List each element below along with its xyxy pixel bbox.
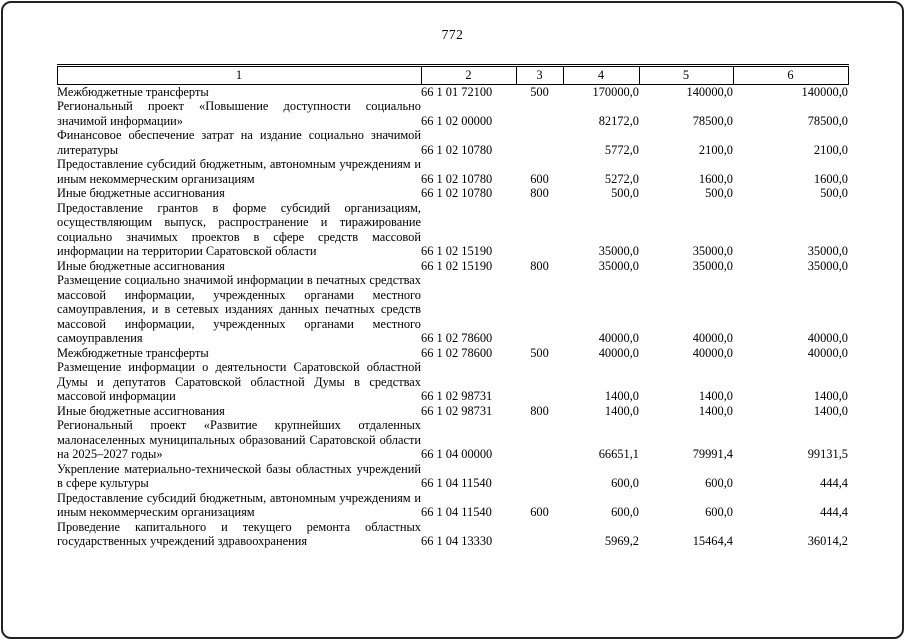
row-amount-3: 78500,0 [807, 113, 848, 128]
row-title: Иные бюджетные ассигнования [57, 258, 225, 273]
row-title: Иные бюджетные ассигнования [57, 186, 225, 200]
row-vr-code: 600 [530, 171, 549, 186]
row-code: 66 1 04 11540 [421, 476, 492, 490]
row-amount-3: 1400,0 [813, 389, 848, 403]
row-amount-3: 35000,0 [807, 244, 848, 258]
row-title: Проведение капитального и текущего ремонта областных государственных учреждений здравоохранения [57, 519, 421, 548]
page-number: 772 [441, 27, 464, 42]
budget-table [57, 64, 849, 549]
row-amount-1: 5772,0 [604, 142, 639, 157]
table-row [57, 273, 848, 346]
table-body [57, 84, 848, 549]
row-amount-1: 600,0 [611, 476, 639, 490]
row-amount-2: 40000,0 [692, 345, 733, 360]
column-header-4: 4 [563, 66, 639, 85]
row-title: Иные бюджетные ассигнования [57, 403, 225, 418]
table-row [57, 186, 848, 201]
row-amount-1: 1400,0 [604, 403, 639, 418]
row-title: Укрепление материально-технической базы областных учреждений в сфере культуры [57, 461, 421, 490]
row-title: Межбюджетные трансферты [57, 345, 209, 360]
row-amount-2: 79991,4 [692, 447, 733, 461]
row-amount-1: 170000,0 [592, 84, 639, 99]
row-amount-2: 600,0 [705, 505, 733, 519]
table-row [57, 491, 848, 520]
table-row [57, 404, 848, 419]
row-amount-2: 2100,0 [698, 142, 733, 157]
row-code: 66 1 02 98731 [421, 389, 493, 403]
row-amount-2: 1600,0 [698, 171, 733, 186]
table-row [57, 201, 848, 259]
row-vr-code [516, 360, 563, 404]
row-amount-3: 40000,0 [807, 331, 848, 345]
row-vr-code [516, 520, 563, 549]
row-amount-3: 35000,0 [807, 258, 848, 273]
row-amount-1: 40000,0 [598, 345, 639, 360]
row-amount-1: 600,0 [611, 505, 639, 519]
table-row [57, 128, 848, 157]
column-header-1: 1 [57, 66, 421, 85]
row-title: Межбюджетные трансферты [57, 84, 209, 99]
table-header-row [57, 66, 848, 85]
row-amount-1: 500,0 [611, 186, 639, 200]
row-code: 66 1 02 10780 [421, 171, 493, 186]
row-amount-3: 99131,5 [807, 447, 848, 461]
row-code: 66 1 04 13330 [421, 534, 493, 548]
row-amount-1: 40000,0 [598, 331, 639, 345]
row-amount-1: 82172,0 [598, 113, 639, 128]
row-title: Предоставление субсидий бюджетным, автономным учреждениям и иным некоммерческим организациям [57, 490, 421, 519]
row-amount-2: 78500,0 [692, 113, 733, 128]
row-amount-1: 35000,0 [598, 244, 639, 258]
row-amount-3: 36014,2 [807, 534, 848, 548]
column-header-3: 3 [516, 66, 563, 85]
table-row [57, 462, 848, 491]
row-amount-3: 1400,0 [813, 403, 848, 418]
row-vr-code: 800 [530, 186, 549, 200]
row-code: 66 1 02 78600 [421, 345, 493, 360]
row-amount-2: 1400,0 [698, 389, 733, 403]
row-amount-2: 15464,4 [692, 534, 733, 548]
row-title: Финансовое обеспечение затрат на издание социально значимой литературы [57, 128, 421, 157]
row-amount-3: 2100,0 [813, 142, 848, 157]
row-amount-2: 40000,0 [692, 331, 733, 345]
row-amount-2: 35000,0 [692, 244, 733, 258]
row-code: 66 1 02 78600 [421, 331, 493, 345]
row-vr-code [516, 462, 563, 491]
row-amount-1: 66651,1 [598, 447, 639, 461]
row-amount-3: 444,4 [820, 505, 848, 519]
row-amount-1: 35000,0 [598, 258, 639, 273]
table-row [57, 259, 848, 274]
row-title: Предоставление грантов в форме субсидий организациям, осуществляющим выпуск, распространение и тиражирование социально значимых проектов в сфере средств массовой информации на территории Саратовской области [57, 200, 421, 258]
table-row [57, 84, 848, 99]
table-row [57, 346, 848, 361]
row-code: 66 1 02 15190 [421, 258, 493, 273]
row-code: 66 1 04 00000 [421, 447, 493, 461]
table-row [57, 99, 848, 128]
row-code: 66 1 01 72100 [421, 84, 493, 99]
row-title: Размещение социально значимой информации в печатных средствах массовой информации, учрежденных органами местного самоуправления, и в сетевых изданиях данных печатных средств массовой информации, учрежденных органами местного самоуправления [57, 273, 421, 345]
row-amount-1: 5272,0 [604, 171, 639, 186]
row-amount-1: 1400,0 [604, 389, 639, 403]
table-row [57, 418, 848, 462]
column-header-6: 6 [733, 66, 848, 85]
row-amount-3: 1600,0 [813, 171, 848, 186]
row-code: 66 1 04 11540 [421, 505, 492, 519]
table-row [57, 520, 848, 549]
column-header-5: 5 [639, 66, 733, 85]
row-amount-2: 35000,0 [692, 258, 733, 273]
row-code: 66 1 02 10780 [421, 186, 493, 200]
row-vr-code [516, 99, 563, 128]
row-title: Размещение информации о деятельности Саратовской областной Думы и депутатов Саратовской областной Думы в средствах массовой информации [57, 360, 421, 403]
row-vr-code: 800 [530, 258, 549, 273]
row-vr-code [516, 201, 563, 259]
row-amount-2: 140000,0 [686, 84, 733, 99]
row-title: Региональный проект «Развитие крупнейших отдаленных малонаселенных муниципальных образований Саратовской области на 2025–2027 годы» [57, 418, 421, 461]
row-vr-code: 800 [530, 403, 549, 418]
row-vr-code: 500 [530, 84, 549, 99]
row-vr-code [516, 128, 563, 157]
row-vr-code [516, 273, 563, 346]
column-header-2: 2 [421, 66, 516, 85]
row-vr-code: 500 [530, 345, 549, 360]
row-amount-2: 600,0 [705, 476, 733, 490]
row-amount-3: 500,0 [820, 186, 848, 200]
table-row [57, 157, 848, 186]
row-title: Региональный проект «Повышение доступности социально значимой информации» [57, 99, 421, 128]
row-vr-code: 600 [530, 505, 549, 519]
row-amount-3: 444,4 [820, 476, 848, 490]
row-amount-3: 40000,0 [807, 345, 848, 360]
row-vr-code [516, 418, 563, 462]
row-amount-1: 5969,2 [604, 534, 639, 548]
row-amount-2: 1400,0 [698, 403, 733, 418]
row-title: Предоставление субсидий бюджетным, автономным учреждениям и иным некоммерческим организациям [57, 157, 421, 186]
row-amount-3: 140000,0 [801, 84, 848, 99]
row-code: 66 1 02 00000 [421, 113, 493, 128]
row-code: 66 1 02 98731 [421, 403, 493, 418]
table-row [57, 360, 848, 404]
row-code: 66 1 02 15190 [421, 244, 493, 258]
row-code: 66 1 02 10780 [421, 142, 493, 157]
row-amount-2: 500,0 [705, 186, 733, 200]
